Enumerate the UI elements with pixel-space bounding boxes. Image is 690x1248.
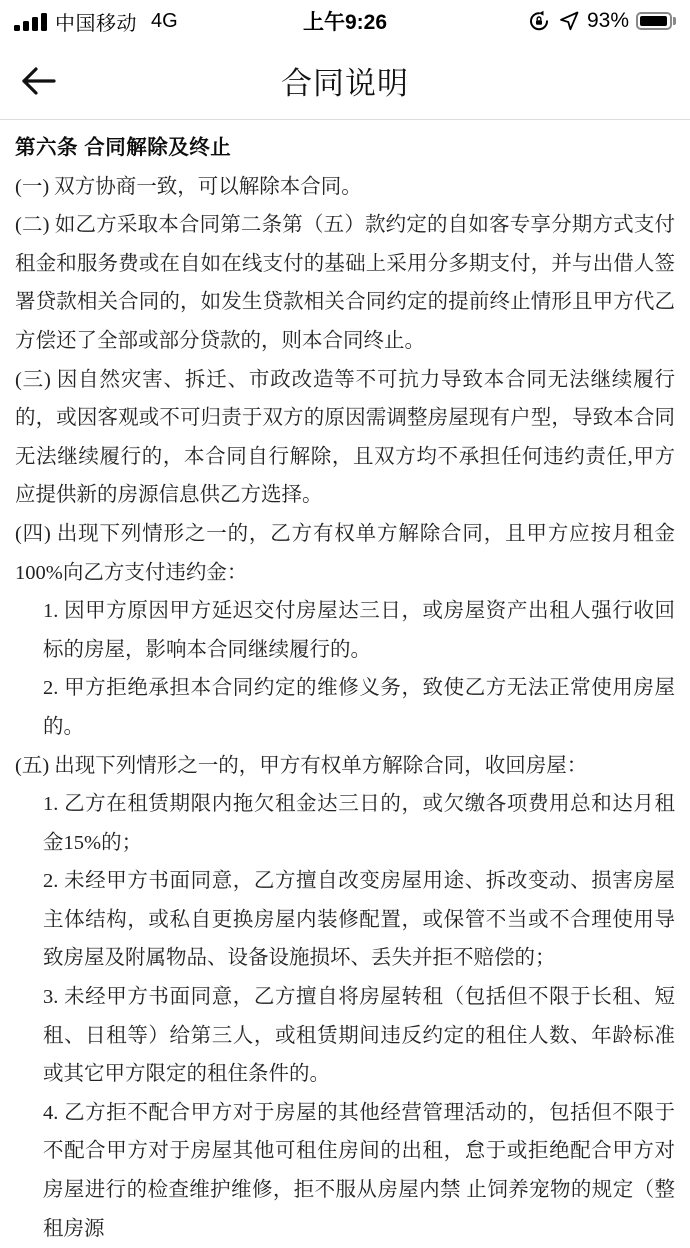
contract-paragraph: 2. 甲方拒绝承担本合同约定的维修义务，致使乙方无法正常使用房屋的。 — [43, 677, 675, 738]
contract-paragraph: (五) 出现下列情形之一的，甲方有权单方解除合同，收回房屋： — [15, 754, 588, 777]
signal-strength-icon — [14, 11, 47, 31]
carrier-label: 中国移动 — [55, 12, 137, 35]
battery-icon — [636, 11, 676, 31]
status-bar-right — [527, 9, 676, 33]
status-bar-left — [14, 7, 178, 36]
contract-paragraph: 3. 未经甲方书面同意，乙方擅自将房屋转租（包括但不限于长租、短租、日租等）给第三人，或租赁期间违反约定的租住人数、年龄标准或其它甲方限定的租住条件的。 — [43, 986, 675, 1086]
clock: 上午9:26 — [302, 11, 388, 34]
contract-paragraph: 2. 未经甲方书面同意，乙方擅自改变房屋用途、拆改变动、损害房屋主体结构，或私自更换房屋内装修配置，或保管不当或不合理使用导致房屋及附属物品、设备设施损坏、丢失并拒不赔偿的； — [43, 870, 675, 970]
page-title: 合同说明 — [281, 66, 409, 101]
back-arrow-icon — [19, 64, 57, 98]
contract-content[interactable] — [0, 120, 690, 1248]
orientation-lock-icon — [527, 9, 551, 33]
contract-paragraph: 1. 乙方在租赁期限内拖欠租金达三日的，或欠缴各项费用总和达月租金15%的； — [43, 793, 675, 854]
contract-paragraph: 4. 乙方拒不配合甲方对于房屋的其他经营管理活动的，包括但不限于不配合甲方对于房屋其他可租住房间的出租，怠于或拒绝配合甲方对房屋进行的检查维护维修，拒不服从房屋内禁 止饲养宠物的规定（整租房源 — [43, 1101, 675, 1240]
contract-paragraph: (二) 如乙方采取本合同第二条第（五）款约定的自如客专享分期方式支付租金和服务费或在自如在线支付的基础上采用分多期支付，并与出借人签署贷款相关合同的，如发生贷款相关合同约定的提前终止情形且甲方代乙方偿还了全部或部分贷款的，则本合同终止。 — [15, 214, 675, 352]
network-type-label: 4G — [151, 9, 178, 32]
nav-header — [0, 42, 690, 120]
status-bar — [0, 0, 690, 42]
contract-paragraph: 1. 因甲方原因甲方延迟交付房屋达三日，或房屋资产出租人强行收回标的房屋，影响本合同继续履行的。 — [43, 600, 675, 661]
contract-paragraph: (四) 出现下列情形之一的，乙方有权单方解除合同，且甲方应按月租金100%向乙方支付违约金： — [15, 522, 675, 584]
contract-paragraph: (三) 因自然灾害、拆迁、市政改造等不可抗力导致本合同无法继续履行的，或因客观或不可归责于双方的原因需调整房屋现有户型，导致本合同无法继续履行的，本合同自行解除，且双方均不承担任何违约责任,甲方应提供新的房源信息供乙方选择。 — [15, 368, 675, 507]
location-arrow-icon — [558, 10, 580, 32]
contract-paragraph: (一) 双方协商一致，可以解除本合同。 — [15, 175, 362, 198]
back-button[interactable] — [12, 55, 64, 107]
contract-paragraph: 第六条 合同解除及终止 — [15, 136, 232, 159]
battery-percent-label: 93% — [586, 9, 629, 32]
